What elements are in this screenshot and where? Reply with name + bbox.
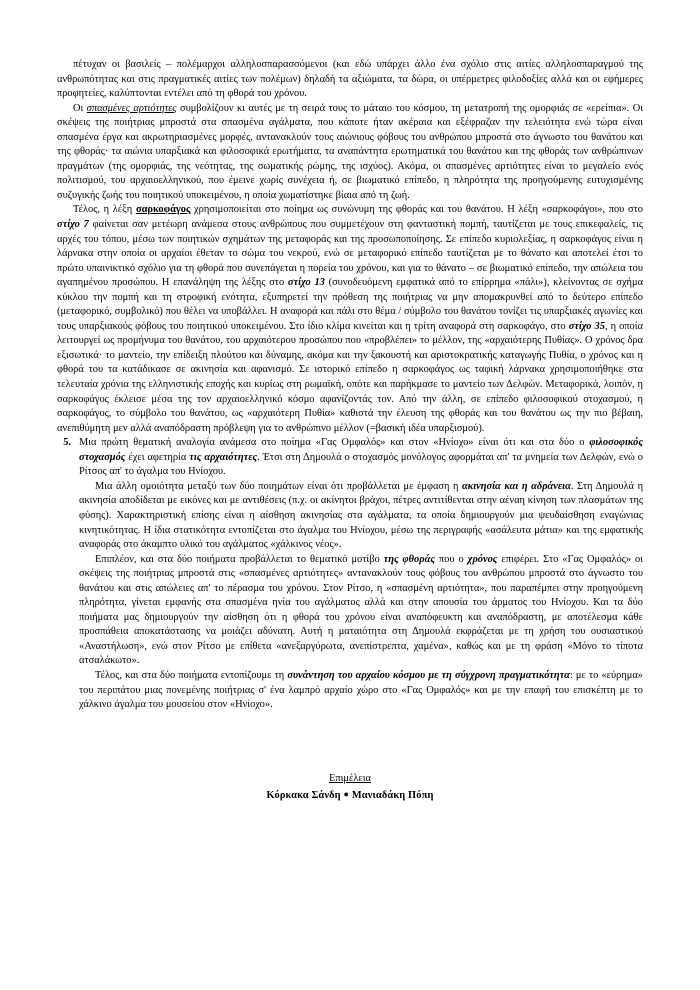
list-paragraph-2 <box>79 480 643 553</box>
signature-name-1: Κόρκακα Σάνδη <box>266 789 341 801</box>
paragraph-2-text: συμβολίζουν κι αυτές με τη σειρά τους το μάταιο του κόσμου, τη μετατροπή της ομορφιάς σε «ερείπια». Οι σκέψεις της ποιήτριας μπροστά στα σπασμένα αγάλματα, που κάποτε ήταν ακέραια και εξέφραζαν την τελειότητα ενώ τώρα είναι σπασμένα έργα και ακρωτηριασμένες μορφές, αντανακλούν τους αιώνιους φόβους του ανθρώπου μπροστά στο άγνωστο του θανάτου και της φθοράς· τα αιώνια υπαρξιακά και φιλοσοφικά ερωτήματα, τα αναπάντητα ερωτηματικά του θανάτου και της φθοράς των ανθρώπινων πραγμάτων (της ομορφιάς, της νεότητας, της σωματικής ρώμης, της ισχύος). Ακόμα, οι σπασμένες αρτιότητες είναι το μεγαλείο ενός πολιτισμού, του αρχαιοελληνικού, που έμεινε χωρίς συνέχεια ή, σε βιωματικό επίπεδο, η πληρότητα της προηγούμενης ευτυχισμένης συζυγικής ζωής του ποιητικού υποκειμένου, η οποία χωματίστηκε βίαια από τη ζωή. <box>57 102 644 201</box>
paragraph-2-lead: Οι <box>73 102 87 114</box>
list-item-marker: 5. <box>63 437 71 449</box>
paragraph-1 <box>57 58 643 102</box>
signature-title: Επιμέλεια <box>329 773 371 784</box>
emphasis-synantisi-arxaiou-kosmou: συνάντηση του αρχαίου κόσμου με τη σύγχρονη πραγματικότητα <box>287 669 570 681</box>
document-body <box>57 58 643 713</box>
bullet-separator-icon: ● <box>343 788 350 799</box>
signature-name-2: Μανιαδάκη Πόπη <box>351 789 434 801</box>
list-paragraph-3-text: . Στο «Γας Ομφαλός» οι σκέψεις της ποιήτριας μπροστά στις «σπασμένες αρτιότητες» αντανακλούν τους φόβους του ανθρώπου μπροστά στο άγνωστο του θανάτου και στις απώλειες απ' το πέρασμα του χρόνου. Στον Ρίτσο, η «σπασμένη αρτιότητα», που παραπέμπει στην προηγούμενη πληρότητα, γίνεται εμφανής στα σπασμένα ηνία του αγάλματος αλλά και στην απουσία του άρματος του Ηνίοχου. Και τα δύο ποιήματα μας δημιουργούν την αίσθηση ότι η φθορά του χρόνου είναι αναπόφευκτη και αναπόδραστη, με αποτέλεσμα κάθε προσπάθεια αποκατάστασης να μοιάζει αδύνατη. Αυτή η ματαιότητα στη Δημουλά εκφράζεται με τη χρήση του ουσιαστικού «Αναστήλωση», ενώ στον Ρίτσο με επίθετα «ανεξαργύρωτα, ανεπίστρεπτα, χαμένα», καθώς και με τη φράση «Μόνο το τίποτα ατσαλάκωτο». <box>79 553 644 667</box>
emphasis-stixo-7: στίχο 7 <box>57 219 89 231</box>
list-paragraph-3 <box>79 553 643 669</box>
emphasis-stixo-35: στίχο 35 <box>568 320 605 332</box>
paragraph-2 <box>57 102 643 204</box>
emphasis-akinisia-adraneia: ακινησία και η αδράνεια <box>462 480 571 492</box>
paragraph-3 <box>57 203 643 436</box>
paragraph-3-text2: (συνοδευόμενη εμφατικά από το επίρρημα «πάλι»), κλείνοντας σε σχήμα κύκλου την πομπή και τη στροφική ενότητα, εξυπηρετεί την πρόθεση της ποιήτριας να μην απομακρυνθεί από το δεύτερο επίπεδο (μεταφορικό, συμβολικό) που θέλει να υποβάλλει. Η αναφορά και πάλι στο θέμα / σύμβολο του θανάτου τονίζει τις υπαρξιακές αγωνίες και τους υπαρξιακούς φόβους του ποιητικού υποκειμένου. Στο ίδιο κλίμα κινείται και η τρίτη αναφορά στη σαρκοφάγο, στο <box>57 277 644 332</box>
signature-names <box>57 787 643 804</box>
list-paragraph-1 <box>79 436 643 480</box>
list-paragraph-1-text: . Έτσι στη Δημουλά ο στοχασμός μονόλογος αφορμάται απ' τα μνημεία των Δελφών, ενώ ο Ρίτσος απ' το άγαλμα του Ηνίοχου. <box>79 451 643 478</box>
paragraph-1-text: πέτυχαν οι βασιλείς – πολέμαρχοι αλληλοσπαρασσόμενοι (και εδώ υπάρχει άλλο ένα σχόλιο στις αιτίες αλληλοσπαραγμού της ανθρωπότητας και στις πραγματικές αιτίες των πολέμων) δηλαδή τα αξιώματα, τα δώρα, οι υπέρμετρες φιλοδοξίες αλλά και οι εφήμερες προφητείες, καλύπτονται εντέλει από τη φθορά του χρόνου. <box>57 59 643 100</box>
list-paragraph-2-text: . Στη Δημουλά η ακινησία αποδίδεται με εικόνες και με αντιθέσεις (π.χ. οι ακίνητοι βράχοι, πέτρες αντιτίθενται στην αέναη κίνηση των πλασμάτων της φύσης). Χαρακτηριστική επίσης είναι η αίσθηση ακινησίας στα αγάλματα, τα οποία δημιουργούν μια ψευδαίσθηση εναγώνιας κινητικότητας. Η ίδια στατικότητα εντοπίζεται στο άγαλμα του Ηνίοχου, μέσω της περιγραφής «ασάλευτα μάτια» και της εμφατικής αναφοράς στο άκαμπτο υλικό του αγάλματος «χάλκινος νέος». <box>79 480 644 551</box>
paragraph-3-text: φαίνεται σαν μετέωρη ανάμεσα στους ανθρώπους που συμμετέχουν στη φανταστική πομπή, ταυτίζεται με τους επικεφαλείς, τις αρχές του τόπου, μέσω των ποιητικών σχημάτων της μεταφοράς και της προσωποποίησης. Σε επίπεδο κυριολεξίας, η σαρκοφάγος είναι η λάρνακα στην οποία οι αρχαίοι έθεταν το σώμα του νεκρού, ενώ σε μεταφορικό επίπεδο ταυτίζεται με το θάνατο και αποτελεί έτσι το πρώτο υπαινικτικό σχόλιο για τη φθορά που συνεπάγεται η πορεία του χρόνου, και για το θάνατο – σε βιωματικό επίπεδο, την απώλεια του αγαπημένου προσώπου. Η επανάληψη της λέξης στο <box>57 219 644 289</box>
list-item <box>57 436 643 712</box>
signature-block <box>57 772 643 803</box>
list-paragraph-1-lead: Μια πρώτη θεματική αναλογία ανάμεσα στο ποίημα «Γας Ομφαλός» και στον «Ηνίοχο» είναι ότι και στα δύο ο <box>79 437 590 449</box>
list-paragraph-3-mid2: επιφέρει <box>497 553 537 565</box>
list-paragraph-1-mid: έχει αφετηρία <box>125 451 190 463</box>
list-paragraph-4-text: : με το «εύρημα» του περιπάτου μιας πονεμένης ποιήτριας σ' ένα λαμπρό αρχαίο χώρο στο «Γας Ομφαλός» και με την επαφή του επισκέπτη με το χάλκινο άγαλμα του μουσείου στον «Ηνίοχο». <box>79 669 643 711</box>
list-paragraph-4 <box>79 669 643 713</box>
emphasis-stixo-13: στίχο 13 <box>287 277 325 289</box>
emphasis-tis-arxaiotites: τις αρχαιότητες <box>189 451 258 463</box>
numbered-list <box>57 436 643 712</box>
list-paragraph-3-lead: Επιπλέον, και στα δύο ποιήματα προβάλλεται το θεματικό μοτίβο <box>95 553 384 565</box>
list-paragraph-2-lead: Μια άλλη ομοιότητα μεταξύ των δύο ποιημάτων είναι ότι προβάλλεται με έμφαση η <box>95 480 463 492</box>
emphasis-xronos: χρόνος <box>467 553 498 565</box>
emphasis-sarkofagos: σαρκοφάγος <box>135 204 191 216</box>
list-paragraph-4-lead: Τέλος, και στα δύο ποιήματα εντοπίζουμε τη <box>95 669 288 681</box>
emphasis-filosofikos-stoxasmos: φιλοσοφικός στοχασμός <box>79 437 643 463</box>
paragraph-3-lead: Τέλος, η λέξη <box>73 204 136 216</box>
emphasis-tis-fthoras: της φθοράς <box>383 553 435 565</box>
paragraph-3-text3: , η οποία λειτουργεί ως προμήνυμα του θανάτου, του αρχαιότερου προσώπου που «προβλέπει» το μέλλον, της «αρχαιότερης Πυθίας». Ο χρόνος δρα εξισωτικά· το μαντείο, την επίδειξη πλούτου και δύναμης, ακόμα και την ξακουστή και αριστοκρατικής καταγωγής Πυθία, ο χρόνος και η φθορά του τα κατάδικασε σε ακινησία και αφανισμό. Σε ιστορικό επίπεδο η σαρκοφάγος ως ταφική λάρνακα χρησιμοποιήθηκε στα τελευταία χρόνια της ελληνιστικής εποχής και κυρίως στη ρωμαϊκή, οπότε και παρήκμασε το μαντείο των Δελφών. Μεταφορικά, λοιπόν, η σαρκοφάγος έκλεισε μέσα της τον αρχαιοελληνικό κόσμο αφανίζοντάς τον. Από την άλλη, σε επίπεδο φιλοσοφικού στοχασμού, η σαρκοφάγος, το σύμβολο του θανάτου, ως «αρχαιότερη Πυθία» καθιστά την έλευση της φθοράς και του θανάτου ως την πιο βέβαιη, ανεπιθύμητη μεν αλλά αναπόδραστη πρόβλεψη για το ανθρώπινο μέλλον (=βασική ιδέα υπαρξισμού). <box>57 320 643 434</box>
list-paragraph-3-mid: που ο <box>434 553 468 565</box>
emphasis-spasmenes-artiotites: σπασμένες αρτιότητες <box>86 102 177 114</box>
paragraph-3-mid: χρησιμοποιείται στο ποίημα ως συνώνυμη της φθοράς και του θανάτου. Η λέξη «σαρκοφάγοι», που στο <box>190 204 643 216</box>
